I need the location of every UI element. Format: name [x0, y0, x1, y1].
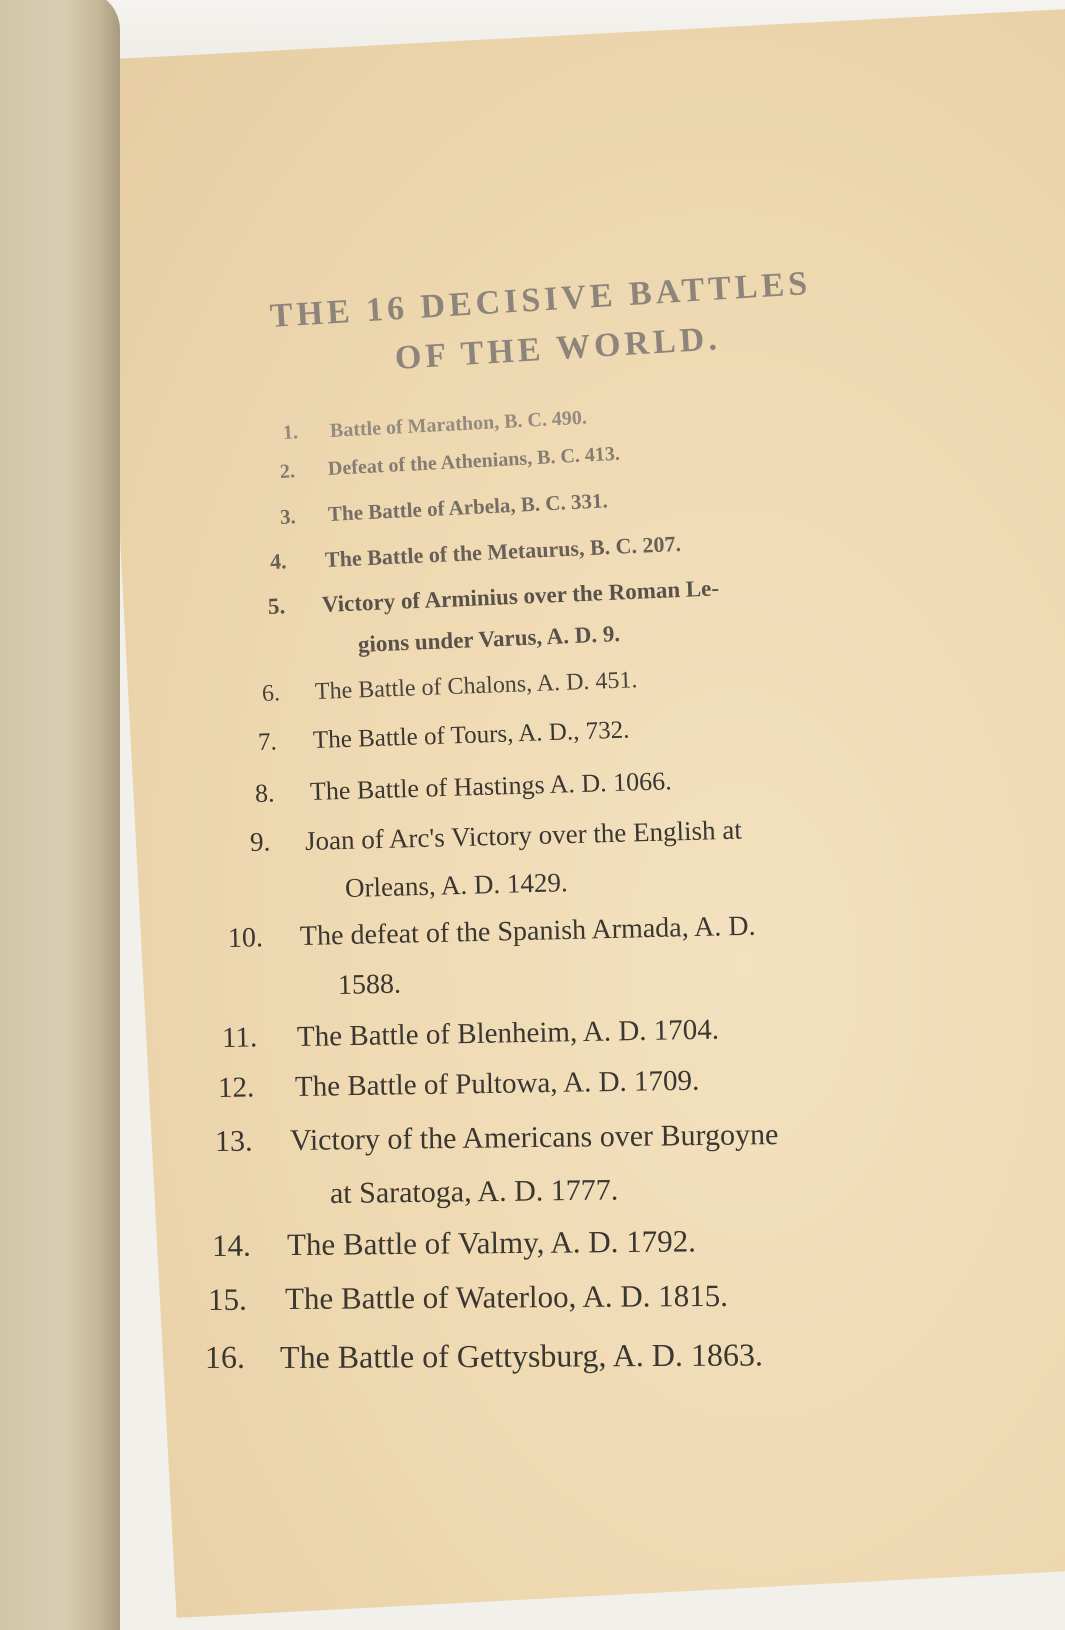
- battle-entry-continuation: gions under Varus, A. D. 9.: [357, 621, 621, 658]
- battle-entry-continuation: Orleans, A. D. 1429.: [344, 867, 569, 904]
- battle-entry-continuation: 1588.: [337, 968, 402, 1002]
- battle-number: 9.: [249, 826, 271, 858]
- battle-entry: Battle of Marathon, B. C. 490.: [329, 406, 588, 442]
- battle-entry: The Battle of Pultowa, A. D. 1709.: [294, 1064, 700, 1103]
- battle-entry: The Battle of Arbela, B. C. 331.: [327, 488, 609, 527]
- facing-page-edge: [0, 0, 120, 1630]
- battle-number: 8.: [254, 778, 275, 809]
- battle-number: 3.: [279, 503, 297, 529]
- battle-entry: The defeat of the Spanish Armada, A. D.: [299, 910, 756, 953]
- battle-number: 13.: [214, 1124, 253, 1158]
- battle-entry: Joan of Arc's Victory over the English at: [304, 814, 743, 856]
- battle-number: 6.: [261, 679, 281, 707]
- battle-entry: The Battle of Waterloo, A. D. 1815.: [284, 1278, 729, 1317]
- book-page: [95, 8, 1065, 1618]
- battle-number: 10.: [227, 922, 264, 954]
- battle-entry: Victory of Arminius over the Roman Le-: [321, 575, 720, 618]
- battle-number: 4.: [269, 548, 288, 575]
- battle-number: 11.: [221, 1021, 258, 1054]
- battle-entry: The Battle of Valmy, A. D. 1792.: [286, 1223, 697, 1263]
- battle-entry: The Battle of Gettysburg, A. D. 1863.: [279, 1336, 763, 1375]
- battle-number: 7.: [257, 728, 278, 756]
- battle-entry: The Battle of the Metaurus, B. C. 207.: [324, 530, 682, 572]
- battle-entry: Defeat of the Athenians, B. C. 413.: [327, 442, 621, 480]
- battle-entry-continuation: at Saratoga, A. D. 1777.: [329, 1172, 619, 1210]
- battle-entry: Victory of the Americans over Burgoyne: [289, 1118, 779, 1157]
- title-line-2: OF THE WORLD.: [393, 320, 722, 377]
- battle-number: 14.: [211, 1227, 251, 1264]
- battle-entry: The Battle of Hastings A. D. 1066.: [309, 766, 673, 807]
- battle-entry: The Battle of Tours, A. D., 732.: [312, 716, 630, 754]
- battle-entry: The Battle of Blenheim, A. D. 1704.: [296, 1013, 720, 1053]
- battle-number: 12.: [217, 1071, 255, 1104]
- battle-number: 5.: [267, 593, 286, 620]
- battle-number: 16.: [204, 1338, 246, 1376]
- battle-number: 15.: [207, 1281, 247, 1317]
- title-line-1: THE 16 DECISIVE BATTLES: [268, 264, 813, 335]
- battle-number: 1.: [282, 421, 299, 445]
- battle-entry: The Battle of Chalons, A. D. 451.: [314, 666, 638, 705]
- battle-number: 2.: [279, 459, 296, 483]
